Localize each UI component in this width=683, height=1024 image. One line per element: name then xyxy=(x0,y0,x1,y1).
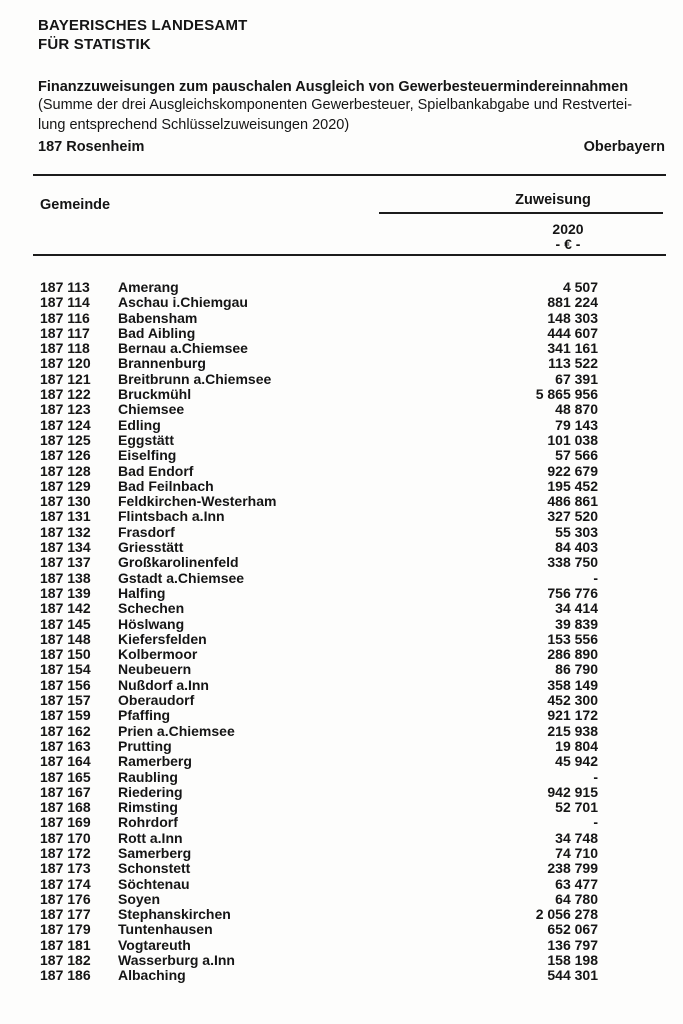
zuweisung-value: 52 701 xyxy=(555,799,598,816)
table-row xyxy=(40,571,598,586)
gemeinde-key: 187 177 xyxy=(40,906,91,923)
gemeinde-key: 187 157 xyxy=(40,692,91,709)
gemeinde-name: Oberaudorf xyxy=(118,692,195,709)
zuweisung-value: 19 804 xyxy=(555,737,598,754)
zuweisung-value: 84 403 xyxy=(555,539,598,556)
gemeinde-name: Rott a.Inn xyxy=(118,829,183,846)
gemeinde-name: Aschau i.Chiemgau xyxy=(118,294,248,311)
gemeinde-key: 187 173 xyxy=(40,860,91,877)
gemeinde-key: 187 142 xyxy=(40,600,91,617)
zuweisung-value: - xyxy=(593,814,598,831)
zuweisung-value: 64 780 xyxy=(555,890,598,907)
gemeinde-name: Vogtareuth xyxy=(118,936,191,953)
gemeinde-name: Bad Endorf xyxy=(118,462,194,479)
table-row xyxy=(40,402,598,417)
table-row xyxy=(40,846,598,861)
zuweisung-value: 34 414 xyxy=(555,600,598,617)
zuweisung-value: 452 300 xyxy=(547,692,598,709)
gemeinde-name: Babensham xyxy=(118,309,198,326)
gemeinde-key: 187 165 xyxy=(40,768,91,785)
gemeinde-key: 187 181 xyxy=(40,936,91,953)
gemeinde-key: 187 163 xyxy=(40,737,91,754)
org-line2: FÜR STATISTIK xyxy=(38,36,151,53)
gemeinde-key: 187 172 xyxy=(40,844,91,861)
gemeinde-name: Prien a.Chiemsee xyxy=(118,722,235,739)
gemeinde-key: 187 131 xyxy=(40,508,91,525)
gemeinde-name: Prutting xyxy=(118,737,172,754)
table-row xyxy=(40,815,598,830)
zuweisung-value: - xyxy=(593,569,598,586)
gemeinde-name: Edling xyxy=(118,416,161,433)
region-row xyxy=(38,139,665,155)
gemeinde-key: 187 123 xyxy=(40,401,91,418)
zuweisung-value: 101 038 xyxy=(547,431,598,448)
zuweisung-value: 34 748 xyxy=(555,829,598,846)
gemeinde-key: 187 117 xyxy=(40,324,90,341)
header-top-rule xyxy=(33,174,666,176)
table-row xyxy=(40,708,598,723)
zuweisung-value: 45 942 xyxy=(555,753,598,770)
gemeinde-name: Bernau a.Chiemsee xyxy=(118,340,248,357)
zuweisung-value: 942 915 xyxy=(547,783,598,800)
gemeinde-key: 187 139 xyxy=(40,584,91,601)
gemeinde-key: 187 134 xyxy=(40,539,91,556)
gemeinde-key: 187 179 xyxy=(40,921,91,938)
gemeinde-name: Chiemsee xyxy=(118,401,185,418)
table-row xyxy=(40,586,598,601)
table-row xyxy=(40,418,598,433)
gemeinde-name: Großkarolinenfeld xyxy=(118,554,239,571)
zuweisung-value: 39 839 xyxy=(555,615,598,632)
zuweisung-value: 756 776 xyxy=(547,584,598,601)
gemeinde-key: 187 132 xyxy=(40,523,91,540)
gemeinde-key: 187 148 xyxy=(40,630,91,647)
table-row xyxy=(40,448,598,463)
zuweisung-value: 158 198 xyxy=(547,952,598,969)
table-row xyxy=(40,907,598,922)
gemeinde-name: Brannenburg xyxy=(118,355,206,372)
zuweisung-value: 113 522 xyxy=(548,355,598,372)
table-row xyxy=(40,280,598,295)
gemeinde-name: Gstadt a.Chiemsee xyxy=(118,569,245,586)
zuweisung-value: 652 067 xyxy=(547,921,598,938)
subtitle-line2: lung entsprechend Schlüsselzuweisungen 2020) xyxy=(38,116,350,133)
gemeinde-key: 187 114 xyxy=(40,294,90,311)
gemeinde-key: 187 116 xyxy=(40,309,90,326)
gemeinde-name: Tuntenhausen xyxy=(118,921,213,938)
gemeinde-name: Neubeuern xyxy=(118,661,192,678)
table-row xyxy=(40,617,598,632)
gemeinde-key: 187 174 xyxy=(40,875,91,892)
column-header-gemeinde: Gemeinde xyxy=(40,197,111,213)
zuweisung-value: 136 797 xyxy=(547,936,598,953)
gemeinde-key: 187 138 xyxy=(40,569,91,586)
zuweisung-value: 2 056 278 xyxy=(535,906,598,923)
header-bottom-rule xyxy=(33,254,666,256)
table-row xyxy=(40,678,598,693)
zuweisung-value: 921 172 xyxy=(547,707,598,724)
table-row xyxy=(40,693,598,708)
zuweisung-value: 544 301 xyxy=(547,967,598,984)
table-row xyxy=(40,861,598,876)
gemeinde-name: Kiefersfelden xyxy=(118,630,207,647)
table-row xyxy=(40,601,598,616)
table-row xyxy=(40,295,598,310)
gemeinde-name: Riedering xyxy=(118,783,183,800)
gemeinde-name: Feldkirchen-Westerham xyxy=(118,493,277,510)
table-row xyxy=(40,525,598,540)
table-row xyxy=(40,662,598,677)
gemeinde-name: Samerberg xyxy=(118,844,192,861)
table-row xyxy=(40,433,598,448)
table-row xyxy=(40,800,598,815)
document-title: Finanzzuweisungen zum pauschalen Ausgleich von Gewerbesteuermindereinnahmen xyxy=(38,79,629,95)
zuweisung-value: - xyxy=(593,768,598,785)
column-header-unit: - € - xyxy=(555,236,581,252)
zuweisung-underline-rule xyxy=(379,212,663,214)
table-row xyxy=(40,494,598,509)
table-row xyxy=(40,785,598,800)
gemeinde-key: 187 128 xyxy=(40,462,91,479)
table-row xyxy=(40,555,598,570)
table-row xyxy=(40,938,598,953)
region-code-name: 187 Rosenheim xyxy=(38,139,145,155)
gemeinde-name: Stephanskirchen xyxy=(118,906,231,923)
gemeinde-key: 187 118 xyxy=(40,340,90,357)
table-row xyxy=(40,647,598,662)
gemeinde-name: Höslwang xyxy=(118,615,185,632)
gemeinde-key: 187 167 xyxy=(40,783,91,800)
gemeinde-name: Wasserburg a.Inn xyxy=(118,952,235,969)
gemeinde-name: Rohrdorf xyxy=(118,814,178,831)
zuweisung-value: 881 224 xyxy=(547,294,598,311)
table-row xyxy=(40,311,598,326)
gemeinde-name: Halfing xyxy=(118,584,166,601)
gemeinde-key: 187 162 xyxy=(40,722,91,739)
gemeinde-key: 187 125 xyxy=(40,431,91,448)
zuweisung-value: 327 520 xyxy=(547,508,598,525)
gemeinde-key: 187 130 xyxy=(40,493,91,510)
gemeinde-key: 187 186 xyxy=(40,967,91,984)
zuweisung-value: 4 507 xyxy=(562,279,598,295)
gemeinde-key: 187 182 xyxy=(40,952,91,969)
zuweisung-value: 444 607 xyxy=(547,324,598,341)
zuweisung-value: 153 556 xyxy=(547,630,598,647)
gemeinde-key: 187 169 xyxy=(40,814,91,831)
table-row xyxy=(40,922,598,937)
gemeinde-name: Breitbrunn a.Chiemsee xyxy=(118,370,272,387)
gemeinde-name: Eggstätt xyxy=(118,431,174,448)
gemeinde-name: Amerang xyxy=(118,279,179,295)
gemeinde-name: Bruckmühl xyxy=(118,386,192,403)
zuweisung-value: 148 303 xyxy=(547,309,598,326)
table-row xyxy=(40,540,598,555)
zuweisung-value: 63 477 xyxy=(555,875,598,892)
district-name: Oberbayern xyxy=(583,139,665,155)
table-body xyxy=(0,280,683,984)
gemeinde-name: Schechen xyxy=(118,600,185,617)
table-row xyxy=(40,341,598,356)
gemeinde-name: Pfaffing xyxy=(118,707,171,724)
zuweisung-value: 922 679 xyxy=(547,462,598,479)
subtitle-line1: (Summe der drei Ausgleichskomponenten Gewerbesteuer, Spielbankabgabe und Restvertei- xyxy=(38,97,633,113)
zuweisung-value: 195 452 xyxy=(547,477,598,494)
gemeinde-key: 187 150 xyxy=(40,646,91,663)
table-row xyxy=(40,387,598,402)
zuweisung-value: 286 890 xyxy=(547,646,598,663)
zuweisung-value: 79 143 xyxy=(555,416,598,433)
zuweisung-value: 238 799 xyxy=(547,860,598,877)
gemeinde-name: Schonstett xyxy=(118,860,191,877)
gemeinde-key: 187 168 xyxy=(40,799,91,816)
gemeinde-key: 187 159 xyxy=(40,707,91,724)
table-row xyxy=(40,770,598,785)
table-row xyxy=(40,877,598,892)
table-row xyxy=(40,754,598,769)
gemeinde-name: Flintsbach a.Inn xyxy=(118,508,225,525)
gemeinde-name: Albaching xyxy=(118,967,186,984)
table-row xyxy=(40,968,598,983)
zuweisung-value: 55 303 xyxy=(555,523,598,540)
gemeinde-key: 187 164 xyxy=(40,753,91,770)
table-row xyxy=(40,356,598,371)
gemeinde-name: Kolbermoor xyxy=(118,646,198,663)
gemeinde-key: 187 120 xyxy=(40,355,91,372)
gemeinde-key: 187 124 xyxy=(40,416,91,433)
gemeinde-key: 187 154 xyxy=(40,661,91,678)
zuweisung-value: 67 391 xyxy=(555,370,598,387)
gemeinde-key: 187 126 xyxy=(40,447,91,464)
org-name xyxy=(38,16,248,54)
table-row xyxy=(40,326,598,341)
table-row xyxy=(40,739,598,754)
zuweisung-value: 341 161 xyxy=(547,340,598,357)
table-row xyxy=(40,831,598,846)
gemeinde-name: Frasdorf xyxy=(118,523,175,540)
gemeinde-name: Rimsting xyxy=(118,799,178,816)
zuweisung-value: 5 865 956 xyxy=(535,386,598,403)
zuweisung-value: 215 938 xyxy=(547,722,598,739)
column-header-zuweisung: Zuweisung xyxy=(515,192,591,208)
table-row xyxy=(40,509,598,524)
gemeinde-name: Eiselfing xyxy=(118,447,177,464)
gemeinde-key: 187 170 xyxy=(40,829,91,846)
gemeinde-key: 187 156 xyxy=(40,676,91,693)
column-header-year: 2020 xyxy=(552,221,584,237)
gemeinde-key: 187 176 xyxy=(40,890,91,907)
gemeinde-name: Raubling xyxy=(118,768,178,785)
zuweisung-value: 486 861 xyxy=(547,493,598,510)
gemeinde-name: Griesstätt xyxy=(118,539,184,556)
org-line1: BAYERISCHES LANDESAMT xyxy=(38,17,248,34)
table-row xyxy=(40,479,598,494)
document-subtitle xyxy=(38,96,632,135)
table-row xyxy=(40,372,598,387)
zuweisung-value: 57 566 xyxy=(555,447,598,464)
table-row xyxy=(40,464,598,479)
table-row xyxy=(40,724,598,739)
gemeinde-name: Bad Aibling xyxy=(118,324,196,341)
gemeinde-key: 187 113 xyxy=(40,279,90,295)
gemeinde-name: Ramerberg xyxy=(118,753,192,770)
gemeinde-key: 187 129 xyxy=(40,477,91,494)
gemeinde-key: 187 122 xyxy=(40,386,91,403)
zuweisung-value: 358 149 xyxy=(547,676,598,693)
gemeinde-key: 187 121 xyxy=(40,370,91,387)
gemeinde-name: Bad Feilnbach xyxy=(118,477,214,494)
zuweisung-value: 86 790 xyxy=(555,661,598,678)
gemeinde-key: 187 137 xyxy=(40,554,91,571)
zuweisung-value: 48 870 xyxy=(555,401,598,418)
gemeinde-name: Soyen xyxy=(118,890,161,907)
table-row xyxy=(40,953,598,968)
zuweisung-value: 338 750 xyxy=(547,554,598,571)
gemeinde-name: Söchtenau xyxy=(118,875,190,892)
gemeinde-key: 187 145 xyxy=(40,615,91,632)
gemeinde-name: Nußdorf a.Inn xyxy=(118,676,209,693)
table-row xyxy=(40,632,598,647)
zuweisung-value: 74 710 xyxy=(555,844,598,861)
table-row xyxy=(40,892,598,907)
